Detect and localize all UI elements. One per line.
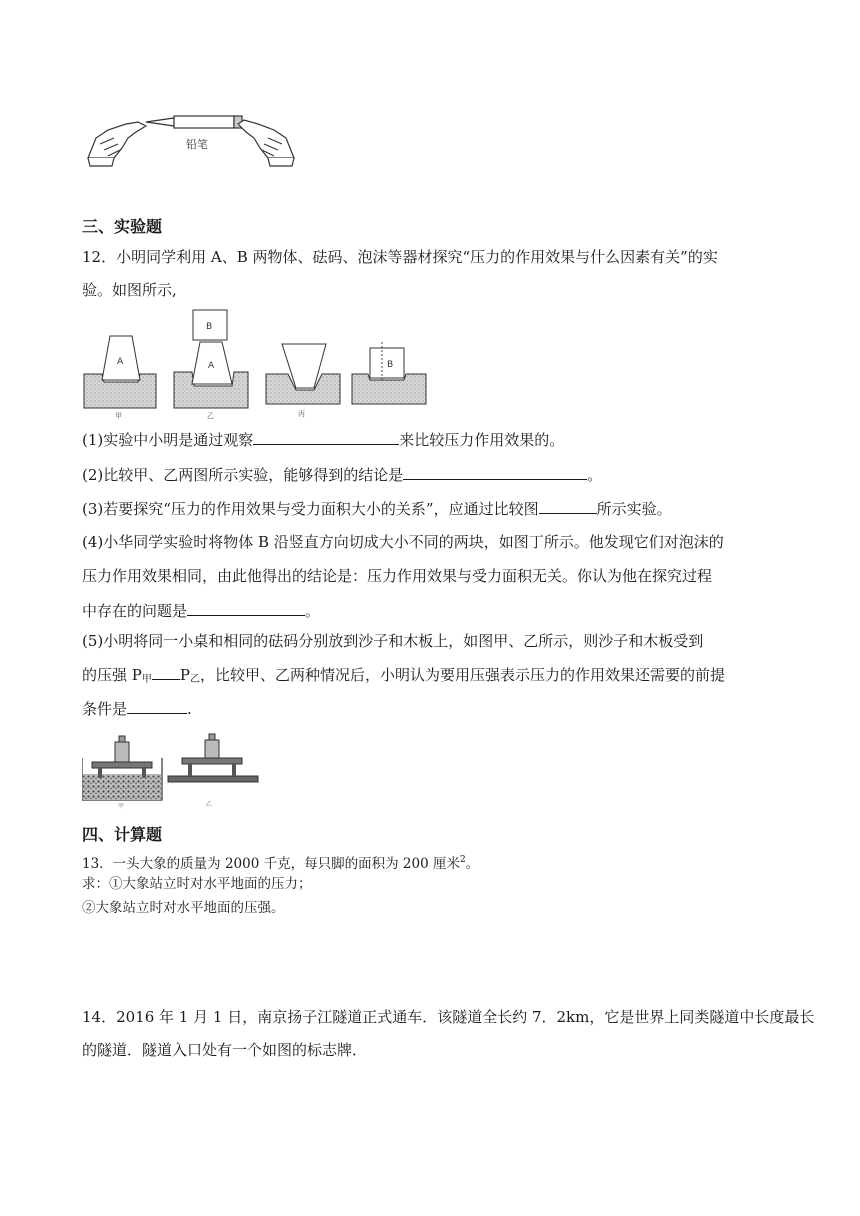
q12-part-1: (1)实验中小明是通过观察 来比较压力作用效果的。 [82, 431, 565, 449]
section-3-title: 三、实验题 [82, 217, 163, 236]
label-bing: 丙 [298, 410, 305, 418]
answer-blank-6[interactable] [127, 698, 187, 714]
q12-line-2: 验。如图所示, [82, 281, 177, 299]
q12-part-4-line-3: 中存在的问题是 。 [82, 602, 321, 620]
q12-line-1: 12．小明同学利用 A、B 两物体、砝码、泡沫等器材探究“压力的作用效果与什么因素有关”的实 [82, 248, 718, 266]
section-4-title: 四、计算题 [82, 825, 163, 844]
answer-blank-1[interactable] [253, 429, 399, 445]
answer-blank-4[interactable] [187, 600, 305, 616]
q12-part-5-line-1: (5)小明将同一小桌和相同的砝码分别放到沙子和木板上，如图甲、乙所示，则沙子和木板受到 [82, 632, 704, 650]
label-jia-2: 甲 [118, 803, 125, 810]
q13-line-2: 求：①大象站立时对水平地面的压力； [82, 876, 312, 892]
block-a-label-yi: A [208, 361, 215, 371]
q14-line-1: 14．2016 年 1 月 1 日，南京扬子江隧道正式通车．该隧道全长约 7．2km，它是世界上同类隧道中长度最长 [82, 1008, 815, 1026]
answer-blank-5[interactable] [152, 664, 180, 680]
block-b-label-yi: B [206, 322, 213, 332]
block-a-label-jia: A [117, 357, 124, 367]
q14-line-2: 的隧道．隧道入口处有一个如图的标志牌． [82, 1041, 368, 1059]
label-yi-2: 乙 [206, 801, 213, 808]
q12-table-figure [82, 730, 262, 810]
answer-blank-3[interactable] [539, 498, 597, 514]
q12-part-2: (2)比较甲、乙两图所示实验，能够得到的结论是 。 [82, 466, 603, 484]
q12-foam-figure [82, 308, 432, 420]
q12-part-4-line-1: (4)小华同学实验时将物体 B 沿竖直方向切成大小不同的两块，如图丁所示。他发现它们对泡沫的 [82, 533, 724, 551]
block-b-label-ding: B [387, 360, 394, 370]
pencil-label: 铅笔 [186, 138, 208, 151]
q13-line-1: 13．一头大象的质量为 2000 千克，每只脚的面积为 200 厘米$^2$。 [82, 855, 480, 872]
q12-part-5-line-3: 条件是 . [82, 700, 192, 718]
q12-part-4-line-2: 压力作用效果相同，由此他得出的结论是：压力作用效果与受力面积无关。你认为他在探究过程 [82, 567, 713, 585]
q12-part-3: (3)若要探究“压力的作用效果与受力面积大小的关系”，应通过比较图 所示实验。 [82, 500, 672, 518]
q13-line-3: ②大象站立时对水平地面的压强。 [82, 900, 285, 916]
pencil-figure [86, 108, 296, 168]
label-jia: 甲 [115, 412, 122, 420]
label-yi: 乙 [207, 412, 214, 420]
answer-blank-2[interactable] [403, 464, 587, 480]
q12-part-5-line-2: 的压强 $P_甲$ $P_乙$，比较甲、乙两种情况后，小明认为要用压强表示压力的作用效果还需要的前提 [82, 666, 725, 685]
